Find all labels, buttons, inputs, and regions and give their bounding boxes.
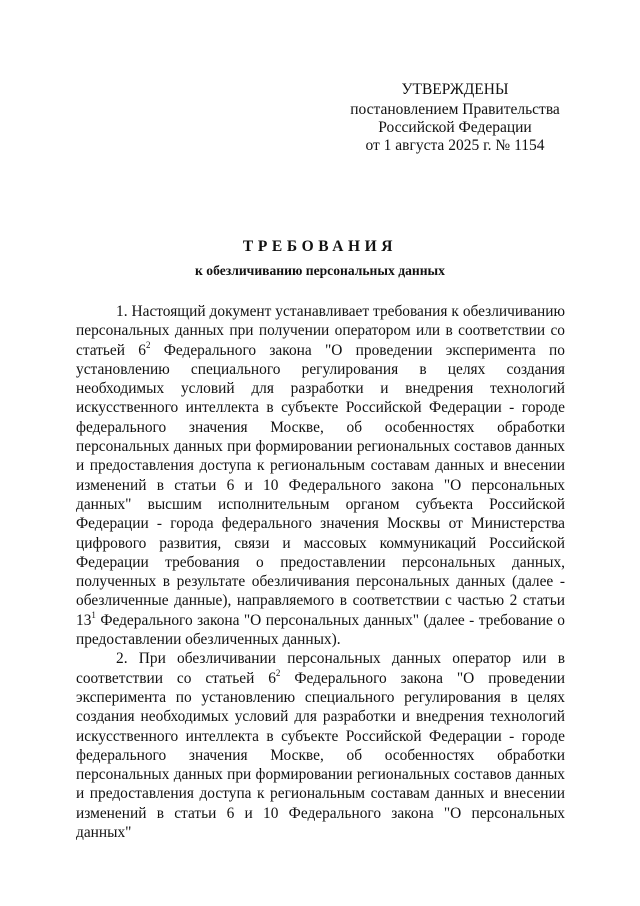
paragraph-2-text-b: Федерального закона "О проведении эксперимента по установлению специального регулирования в целях создания необходимых условий для разработки и внедрения технологий искусственного интеллекта в субъекте Российской Федерации - городе федерального значения Москве, об особенностях обработки персональных данных при формировании региональных составов данных и предоставления доступа к региональным составам данных и внесении изменений в статьи 6 и 10 Федерального закона "О персональных данных" [76,669,566,842]
paragraph-1-text-b: Федерального закона "О проведении эксперимента по установлению специального регулирования в целях создания необходимых условий для разработки и внедрения технологий искусственного интеллекта в субъекте Российской Федерации - городе федерального значения Москве, об особенностях обработки персональных данных при формировании региональных составов данных и предоставления доступа к региональным составам данных и внесении изменений в статьи 6 и 10 Федерального закона "О персональных данных" высшим исполнительным органом субъекта Российской Федерации - города федерального значения Москвы от Министерства цифрового развития, связи и массовых коммуникаций Российской Федерации требования о предоставлении персональных данных, полученных в результате обезличивания персональных данных (далее - обезличенные данные), направляемого в соответствии с частью 2 статьи 13 [76,341,565,629]
document-title: ТРЕБОВАНИЯ [242,238,398,255]
approval-date: от 1 августа 2025 г. № 1154 [365,137,545,154]
document-subtitle: к обезличиванию персональных данных [195,263,445,278]
paragraph-1-superscript-a: 2 [145,339,151,350]
paragraph-2 [76,649,565,842]
approval-status: УТВЕРЖДЕНЫ [401,81,509,98]
paragraph-1 [76,302,565,649]
paragraph-1-superscript-b: 1 [91,609,96,620]
approval-body: Российской Федерации [378,119,532,136]
approval-block [330,81,580,155]
paragraph-1-text-a: 1. Настоящий документ устанавливает требования к обезличиванию персональных данных при получении оператором или в соответствии со статьей 6 [76,303,565,359]
document-body [76,302,565,842]
paragraph-2-text-a: 2. При обезличивании персональных данных оператор или в соответствии со статьей 6 [76,650,565,687]
paragraph-1-text-c: Федерального закона "О персональных данных" (далее - требование о предоставлении обезличенных данных). [76,611,565,649]
approval-by: постановлением Правительства [350,101,560,118]
paragraph-2-superscript-a: 2 [275,667,281,678]
